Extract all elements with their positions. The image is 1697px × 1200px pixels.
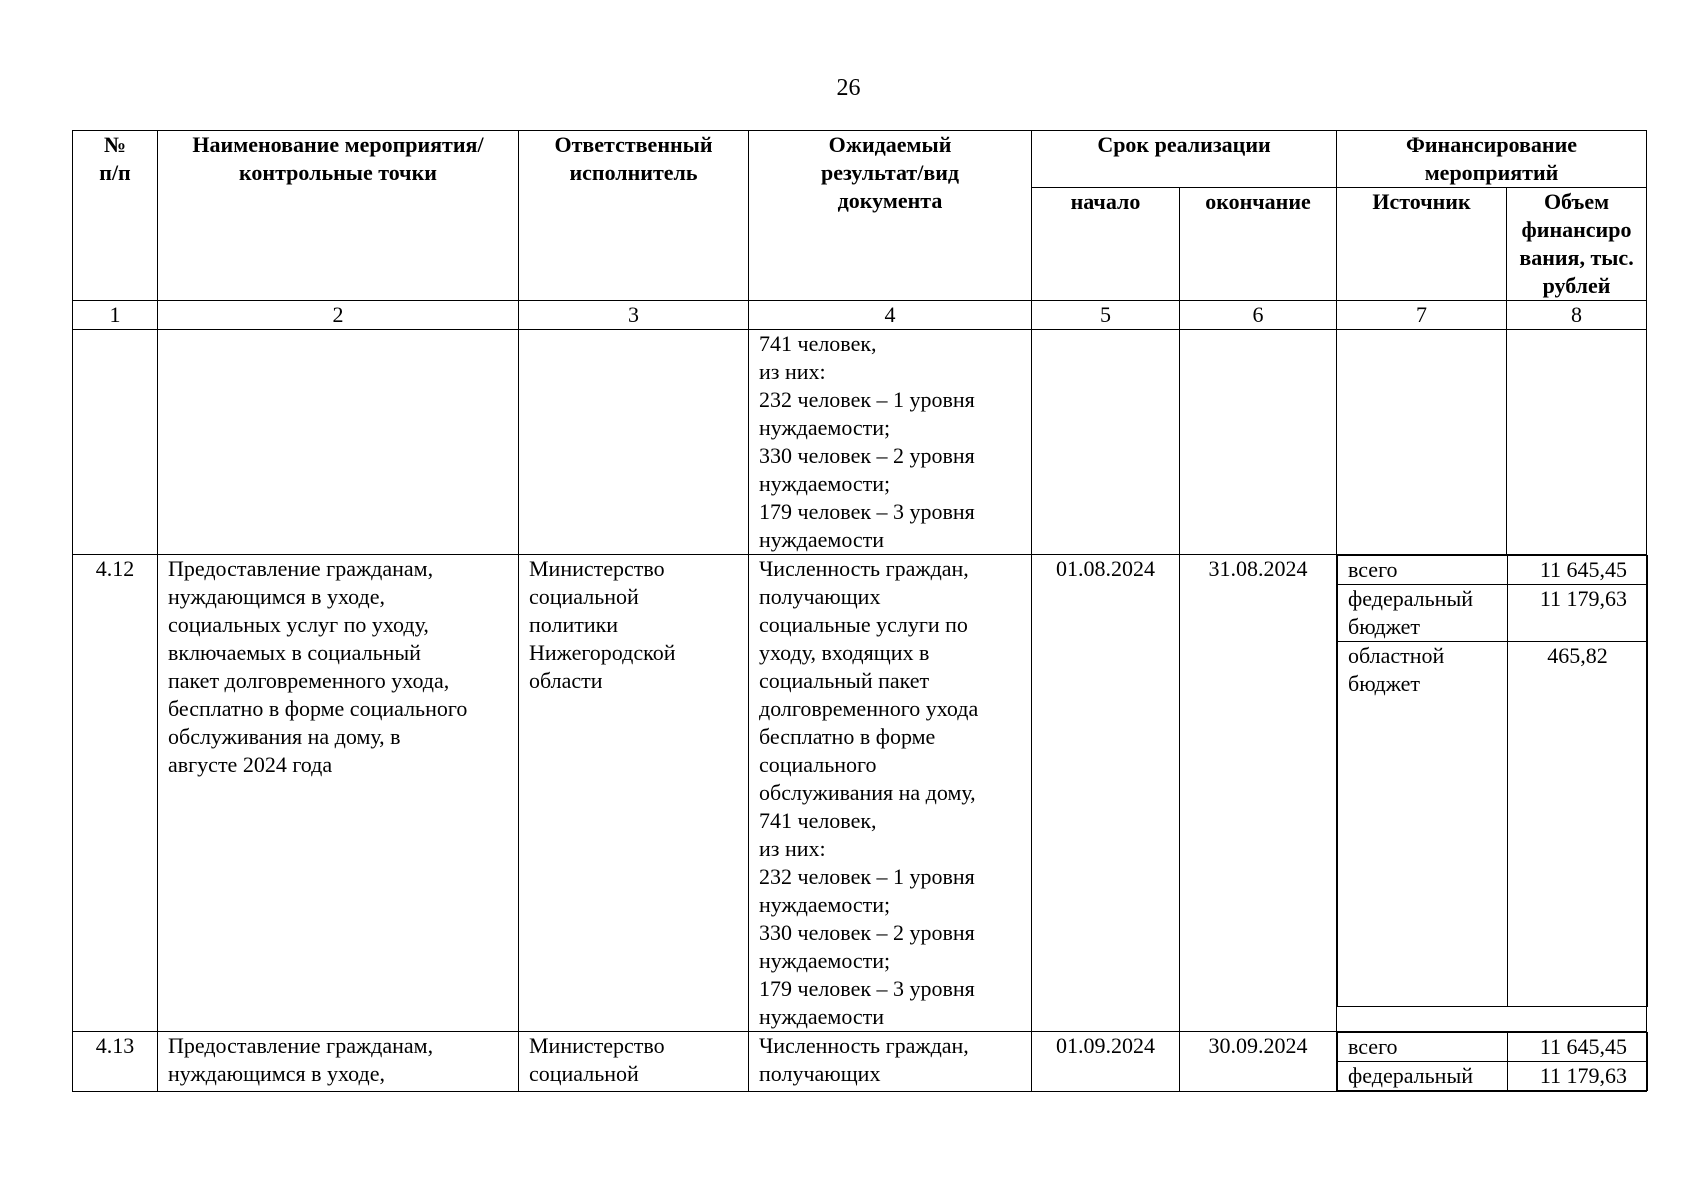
start-date: 01.09.2024 xyxy=(1032,1032,1180,1092)
table-row-4-12 xyxy=(73,555,1647,1032)
financing-amount: 11 179,63 xyxy=(1508,585,1648,642)
page-number: 26 xyxy=(836,75,861,101)
start-date: 01.08.2024 xyxy=(1032,555,1180,1032)
header-volume: Объем финансиро вания, тыс. рублей xyxy=(1507,188,1647,301)
financing-block xyxy=(1337,555,1647,1032)
financing-amount: 11 645,45 xyxy=(1508,1033,1648,1062)
column-number: 4 xyxy=(749,301,1032,330)
column-number: 3 xyxy=(519,301,749,330)
activity-name: Предоставление гражданам, нуждающимся в уходе, социальных услуг по уходу, включаемых в социальный пакет долговременного ухода, бесплатно в форме социального обслуживания на дому, в августе 2024 года xyxy=(158,555,519,1032)
responsible-executor: Министерство социальной xyxy=(519,1032,749,1092)
financing-row xyxy=(1338,1033,1648,1062)
table-row-continuation xyxy=(73,330,1647,555)
end-date: 31.08.2024 xyxy=(1180,555,1337,1032)
responsible-executor: Министерство социальной политики Нижегородской области xyxy=(519,555,749,1032)
row-number: 4.12 xyxy=(73,555,158,1032)
plan-table xyxy=(72,130,1647,1092)
financing-source: областной бюджет xyxy=(1338,642,1508,1007)
header-start: начало xyxy=(1032,188,1180,301)
expected-result: Численность граждан, получающих социальные услуги по уходу, входящих в социальный пакет долговременного ухода бесплатно в форме социального обслуживания на дому, 741 человек, из них: 232 человек – 1 уровня нуждаемости; 330 человек – 2 уровня нуждаемости; 179 человек – 3 уровня нуждаемости xyxy=(749,555,1032,1032)
financing-row xyxy=(1338,556,1648,585)
column-number: 1 xyxy=(73,301,158,330)
header-executor: Ответственный исполнитель xyxy=(519,131,749,301)
result-cell: 741 человек, из них: 232 человек – 1 уровня нуждаемости; 330 человек – 2 уровня нуждаемости; 179 человек – 3 уровня нуждаемости xyxy=(749,330,1032,555)
financing-table xyxy=(1337,1032,1648,1091)
table-row-4-13 xyxy=(73,1032,1647,1092)
column-number: 8 xyxy=(1507,301,1647,330)
header-num: № п/п xyxy=(73,131,158,301)
end-date: 30.09.2024 xyxy=(1180,1032,1337,1092)
financing-block xyxy=(1337,1032,1647,1092)
column-numbers-row xyxy=(73,301,1647,330)
financing-amount: 11 179,63 xyxy=(1508,1062,1648,1091)
financing-source: федеральный xyxy=(1338,1062,1508,1091)
column-number: 6 xyxy=(1180,301,1337,330)
financing-row xyxy=(1338,642,1648,1007)
header-name: Наименование мероприятия/ контрольные точки xyxy=(158,131,519,301)
expected-result: Численность граждан, получающих xyxy=(749,1032,1032,1092)
financing-row xyxy=(1338,585,1648,642)
header-result: Ожидаемый результат/вид документа xyxy=(749,131,1032,301)
column-number: 7 xyxy=(1337,301,1507,330)
column-number: 2 xyxy=(158,301,519,330)
header-financing: Финансирование мероприятий xyxy=(1337,131,1647,188)
financing-table xyxy=(1337,555,1648,1007)
financing-amount: 11 645,45 xyxy=(1508,556,1648,585)
financing-row xyxy=(1338,1062,1648,1091)
activity-name: Предоставление гражданам, нуждающимся в уходе, xyxy=(158,1032,519,1092)
financing-source: федеральный бюджет xyxy=(1338,585,1508,642)
financing-source: всего xyxy=(1338,556,1508,585)
financing-amount: 465,82 xyxy=(1508,642,1648,1007)
header-end: окончание xyxy=(1180,188,1337,301)
column-number: 5 xyxy=(1032,301,1180,330)
header-period: Срок реализации xyxy=(1032,131,1337,188)
financing-source: всего xyxy=(1338,1033,1508,1062)
row-number: 4.13 xyxy=(73,1032,158,1092)
header-source: Источник xyxy=(1337,188,1507,301)
